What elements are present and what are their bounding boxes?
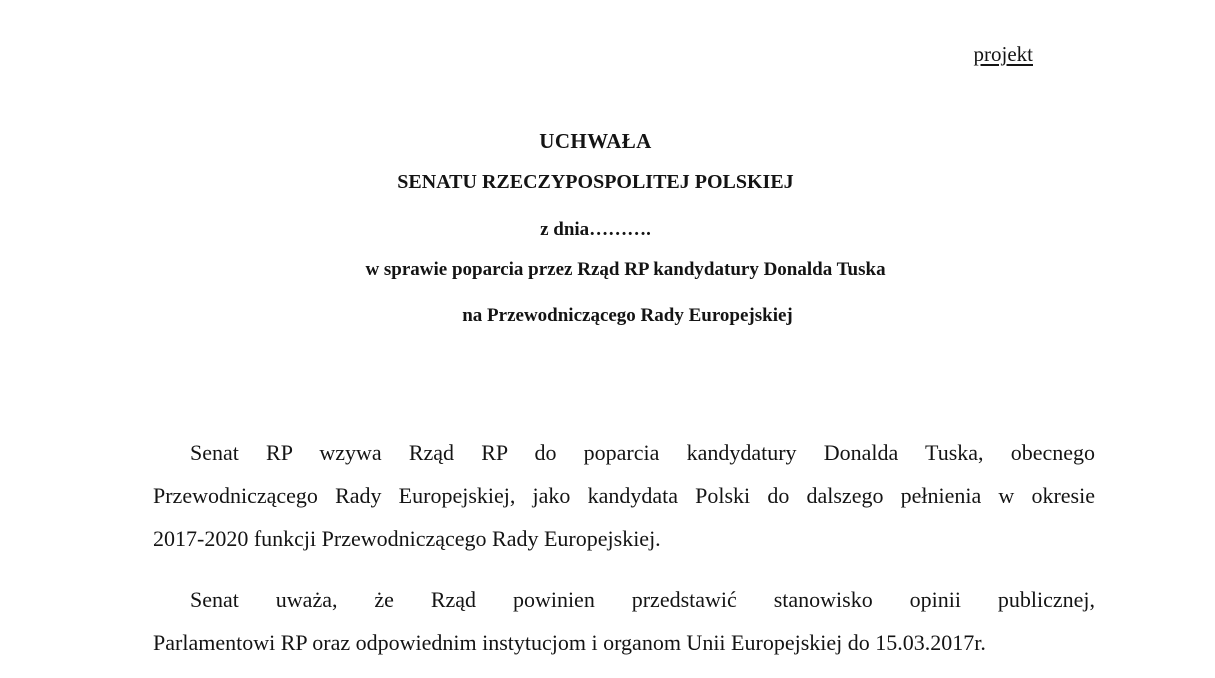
paragraph-2-line-1: Senat uważa, że Rząd powinien przedstawić stanowisko opinii publicznej,	[190, 587, 1095, 612]
resolution-subject-line-1: w sprawie poparcia przez Rząd RP kandydatury Donalda Tuska	[365, 259, 886, 280]
paragraph-1-line-3: 2017-2020 funkcji Przewodniczącego Rady Europejskiej.	[153, 526, 661, 551]
resolution-title: UCHWAŁA	[539, 129, 652, 153]
body-paragraph-2	[153, 578, 1095, 664]
paragraph-1-line-1: Senat RP wzywa Rząd RP do poparcia kandydatury Donalda Tuska, obecnego	[190, 440, 1095, 465]
paragraph-1-line-2: Przewodniczącego Rady Europejskiej, jako kandydata Polski do dalszego pełnienia w okresie	[153, 483, 1095, 508]
draft-label: projekt	[973, 42, 1033, 66]
paragraph-2-line-2: Parlamentowi RP oraz odpowiednim instytucjom i organom Unii Europejskiej do 15.03.2017r.	[153, 630, 986, 655]
resolution-subject-line-2: na Przewodniczącego Rady Europejskiej	[462, 305, 793, 326]
resolution-date: z dnia……….	[540, 219, 651, 240]
resolution-issuer: SENATU RZECZYPOSPOLITEJ POLSKIEJ	[397, 171, 794, 193]
body-paragraph-1	[153, 431, 1095, 560]
